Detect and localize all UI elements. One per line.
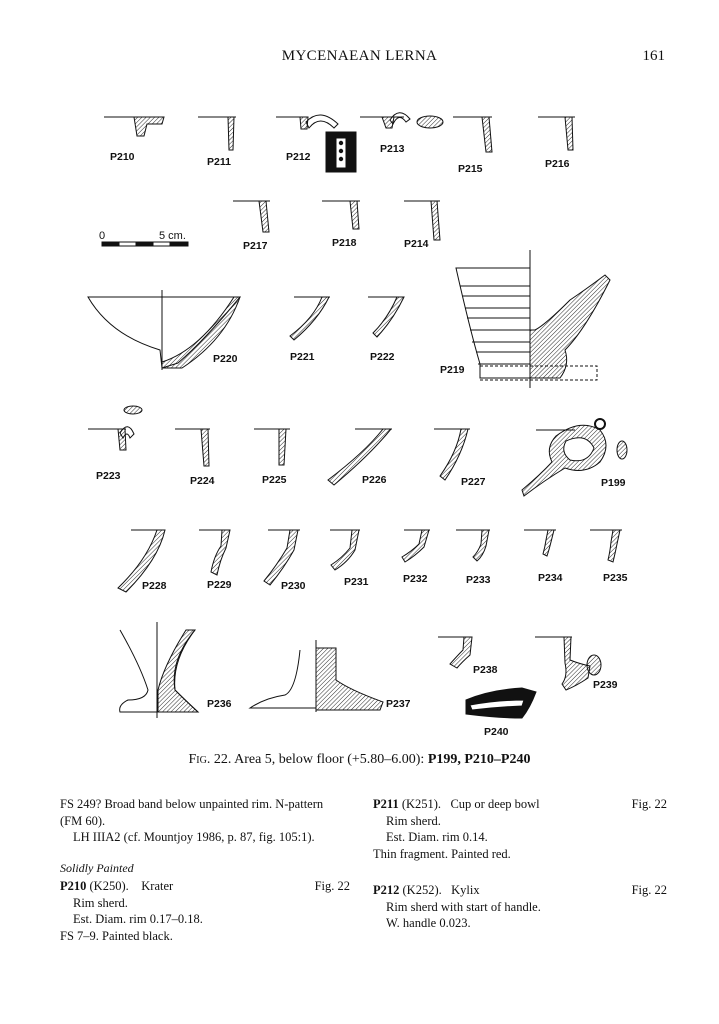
label-p232: P232 bbox=[403, 573, 428, 585]
vessel-p239 bbox=[535, 637, 601, 690]
label-p213: P213 bbox=[380, 143, 405, 155]
p211-figref: Fig. 22 bbox=[631, 797, 667, 811]
entry-p210-head bbox=[60, 878, 350, 895]
scale-start: 0 bbox=[99, 230, 106, 242]
p210-desc2: Est. Diam. rim 0.17–0.18. bbox=[73, 912, 203, 926]
sherd-p229 bbox=[199, 530, 230, 575]
scale-end: 5 cm. bbox=[159, 230, 186, 242]
sherd-p238 bbox=[438, 637, 472, 668]
right-column bbox=[373, 796, 667, 932]
p211-inv: (K251). bbox=[398, 797, 442, 811]
label-p230: P230 bbox=[281, 580, 306, 592]
sherd-p230 bbox=[264, 530, 300, 585]
sherd-p222 bbox=[368, 297, 404, 337]
p212-desc2: W. handle 0.023. bbox=[386, 916, 471, 930]
sherd-p221 bbox=[290, 297, 330, 340]
sherd-p218 bbox=[322, 201, 360, 229]
label-p225: P225 bbox=[262, 474, 287, 486]
label-p235: P235 bbox=[603, 572, 628, 584]
sherd-p210 bbox=[104, 117, 164, 136]
label-p234: P234 bbox=[538, 572, 563, 584]
label-p212: P212 bbox=[286, 151, 311, 163]
p210-figref: Fig. 22 bbox=[314, 879, 350, 893]
p212-inv: (K252). bbox=[399, 883, 442, 897]
label-p221: P221 bbox=[290, 351, 315, 363]
label-p226: P226 bbox=[362, 474, 387, 486]
p212-type: Kylix bbox=[451, 883, 480, 897]
sherd-p234 bbox=[524, 530, 556, 556]
label-p238: P238 bbox=[473, 664, 498, 676]
label-p236: P236 bbox=[207, 698, 232, 710]
sherd-p231 bbox=[330, 530, 360, 570]
p210-desc1: Rim sherd. bbox=[73, 895, 128, 910]
label-p216: P216 bbox=[545, 158, 570, 170]
label-p222: P222 bbox=[370, 351, 395, 363]
sherd-p233 bbox=[456, 530, 490, 561]
p210-inv: (K250). bbox=[86, 879, 129, 893]
p211-id: P211 bbox=[373, 797, 399, 811]
label-p217: P217 bbox=[243, 240, 268, 252]
scale-bar bbox=[102, 242, 188, 246]
p212-figref: Fig. 22 bbox=[631, 883, 667, 897]
sherd-p227 bbox=[434, 429, 470, 480]
p210-type: Krater bbox=[141, 879, 174, 893]
sherd-p223 bbox=[88, 406, 142, 450]
p212-desc1: Rim sherd with start of handle. bbox=[386, 899, 541, 914]
p210-desc3: FS 7–9. Painted black. bbox=[60, 928, 173, 943]
label-p227: P227 bbox=[461, 476, 486, 488]
sherd-p215 bbox=[453, 117, 492, 152]
label-p210: P210 bbox=[110, 151, 135, 163]
label-p224: P224 bbox=[190, 475, 215, 487]
label-p219: P219 bbox=[440, 364, 465, 376]
label-p220: P220 bbox=[213, 353, 238, 365]
label-p215: P215 bbox=[458, 163, 483, 175]
sherd-p217 bbox=[233, 201, 270, 232]
caption-bold: P199, P210–P240 bbox=[427, 752, 531, 767]
label-p237: P237 bbox=[386, 698, 411, 710]
p211-desc2: Est. Diam. rim 0.14. bbox=[386, 830, 488, 844]
entry-p212-head bbox=[373, 882, 667, 899]
p211-desc1: Rim sherd. bbox=[386, 813, 441, 828]
sherd-p235 bbox=[590, 530, 622, 562]
label-p211: P211 bbox=[207, 156, 231, 168]
label-p228: P228 bbox=[142, 580, 167, 592]
label-p233: P233 bbox=[466, 574, 491, 586]
label-p239: P239 bbox=[593, 679, 618, 691]
entry-spacer bbox=[373, 862, 667, 882]
caption-fig: Fig. 22. bbox=[188, 752, 232, 767]
label-p218: P218 bbox=[332, 237, 357, 249]
p210-id: P210 bbox=[60, 879, 87, 893]
label-p214: P214 bbox=[404, 238, 429, 250]
label-p199: P199 bbox=[601, 477, 626, 489]
page-number: 161 bbox=[642, 48, 665, 64]
sherd-p212 bbox=[276, 115, 356, 172]
vessel-p236 bbox=[120, 622, 198, 718]
sherd-p232 bbox=[402, 530, 430, 562]
fs249-line2: (FM 60). bbox=[60, 813, 106, 828]
sherd-p214 bbox=[404, 201, 440, 240]
label-p223: P223 bbox=[96, 470, 121, 482]
left-column bbox=[60, 796, 350, 944]
fs249-line3: LH IIIA2 (cf. Mountjoy 1986, p. 87, fig. 105:1). bbox=[73, 830, 315, 844]
p211-desc3: Thin fragment. Painted red. bbox=[373, 846, 511, 861]
vessel-p237 bbox=[250, 640, 383, 712]
sherd-p240 bbox=[466, 688, 536, 718]
sherd-p216 bbox=[538, 117, 575, 150]
p212-id: P212 bbox=[373, 883, 400, 897]
caption-text: Area 5, below floor (+5.80–6.00): bbox=[231, 752, 428, 767]
p211-type: Cup or deep bowl bbox=[450, 797, 540, 811]
sherd-p213 bbox=[360, 113, 443, 128]
vessel-p219 bbox=[456, 250, 610, 388]
entry-p211-head bbox=[373, 796, 667, 813]
figure-caption bbox=[0, 752, 719, 768]
label-p240: P240 bbox=[484, 726, 509, 738]
subhead-solidly-painted: Solidly Painted bbox=[60, 860, 134, 875]
fs249-line1: FS 249? Broad band below unpainted rim. N-pattern bbox=[60, 797, 324, 811]
label-p231: P231 bbox=[344, 576, 369, 588]
sherd-p224 bbox=[175, 429, 210, 466]
running-title: MYCENAEAN LERNA bbox=[281, 48, 438, 64]
sherd-p225 bbox=[254, 429, 290, 465]
label-p229: P229 bbox=[207, 579, 232, 591]
sherd-p211 bbox=[198, 117, 236, 150]
